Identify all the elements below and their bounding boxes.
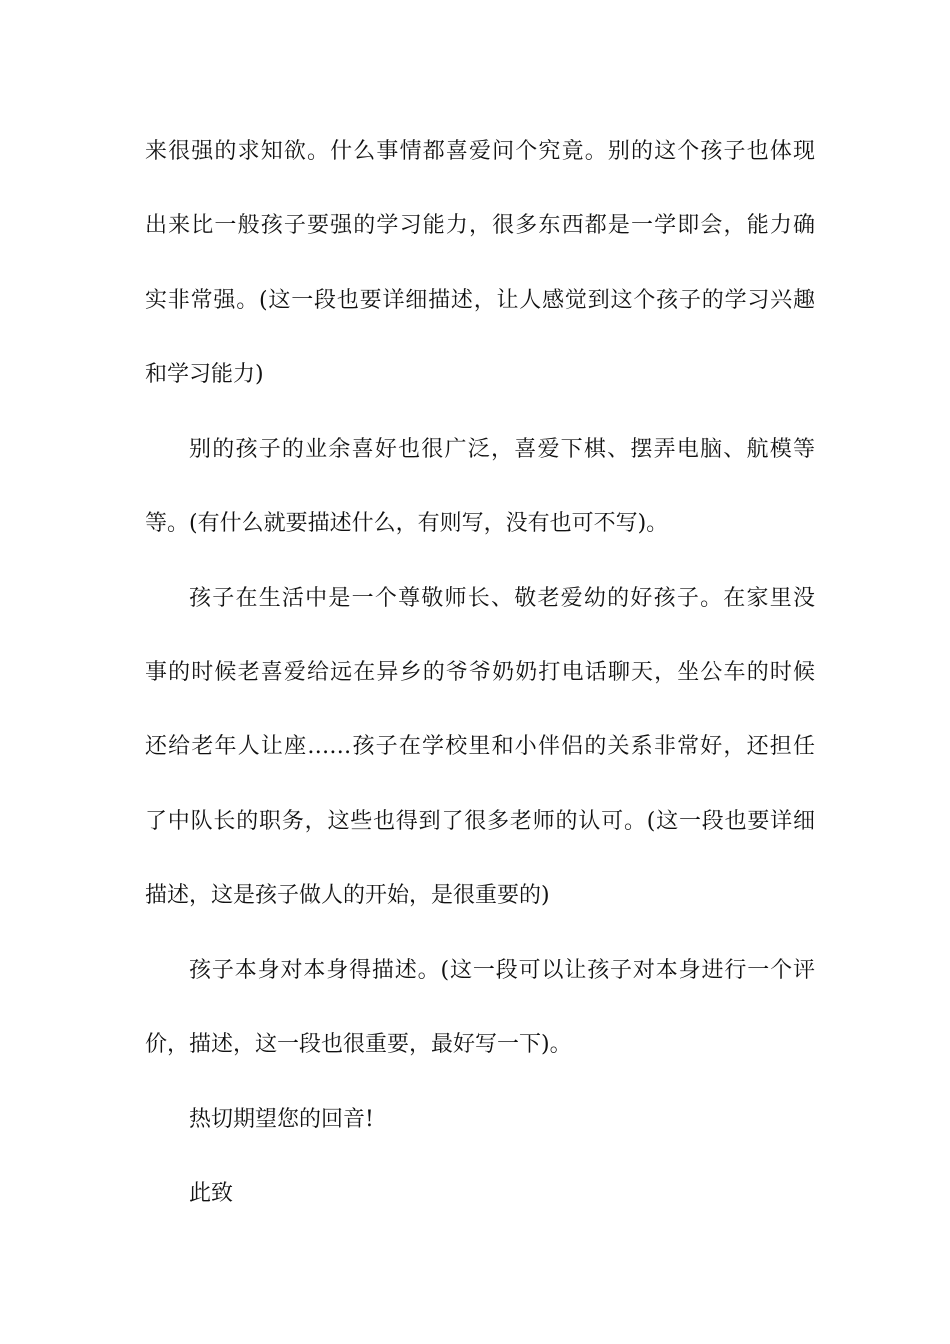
paragraph-line: 别的孩子的业余喜好也很广泛，喜爱下棋、摆弄电脑、航模等: [189, 437, 815, 462]
paragraph-line: 孩子在生活中是一个尊敬师长、敬老爱幼的好孩子。在家里没: [189, 586, 815, 611]
salutation-line: 此致: [189, 1181, 234, 1206]
paragraph-line: 事的时候老喜爱给远在异乡的爷爷奶奶打电话聊天，坐公车的时候: [145, 660, 815, 685]
paragraph-line: 实非常强。(这一段也要详细描述，让人感觉到这个孩子的学习兴趣: [145, 288, 815, 313]
paragraph-line: 孩子本身对本身得描述。(这一段可以让孩子对本身进行一个评: [189, 958, 815, 983]
closing-line: 热切期望您的回音!: [189, 1107, 374, 1132]
paragraph-line: 价，描述，这一段也很重要，最好写一下)。: [145, 1032, 572, 1057]
paragraph-line: 和学习能力): [145, 362, 264, 387]
paragraph-line: 出来比一般孩子要强的学习能力，很多东西都是一学即会，能力确: [145, 213, 815, 238]
paragraph-line: 来很强的求知欲。什么事情都喜爱问个究竟。别的这个孩子也体现: [145, 139, 815, 164]
paragraph-line: 等。(有什么就要描述什么，有则写，没有也可不写)。: [145, 511, 669, 536]
paragraph-line: 描述，这是孩子做人的开始，是很重要的): [145, 883, 550, 908]
paragraph-line: 了中队长的职务，这些也得到了很多老师的认可。(这一段也要详细: [145, 809, 815, 834]
paragraph-line: 还给老年人让座……孩子在学校里和小伴侣的关系非常好，还担任: [145, 734, 815, 759]
